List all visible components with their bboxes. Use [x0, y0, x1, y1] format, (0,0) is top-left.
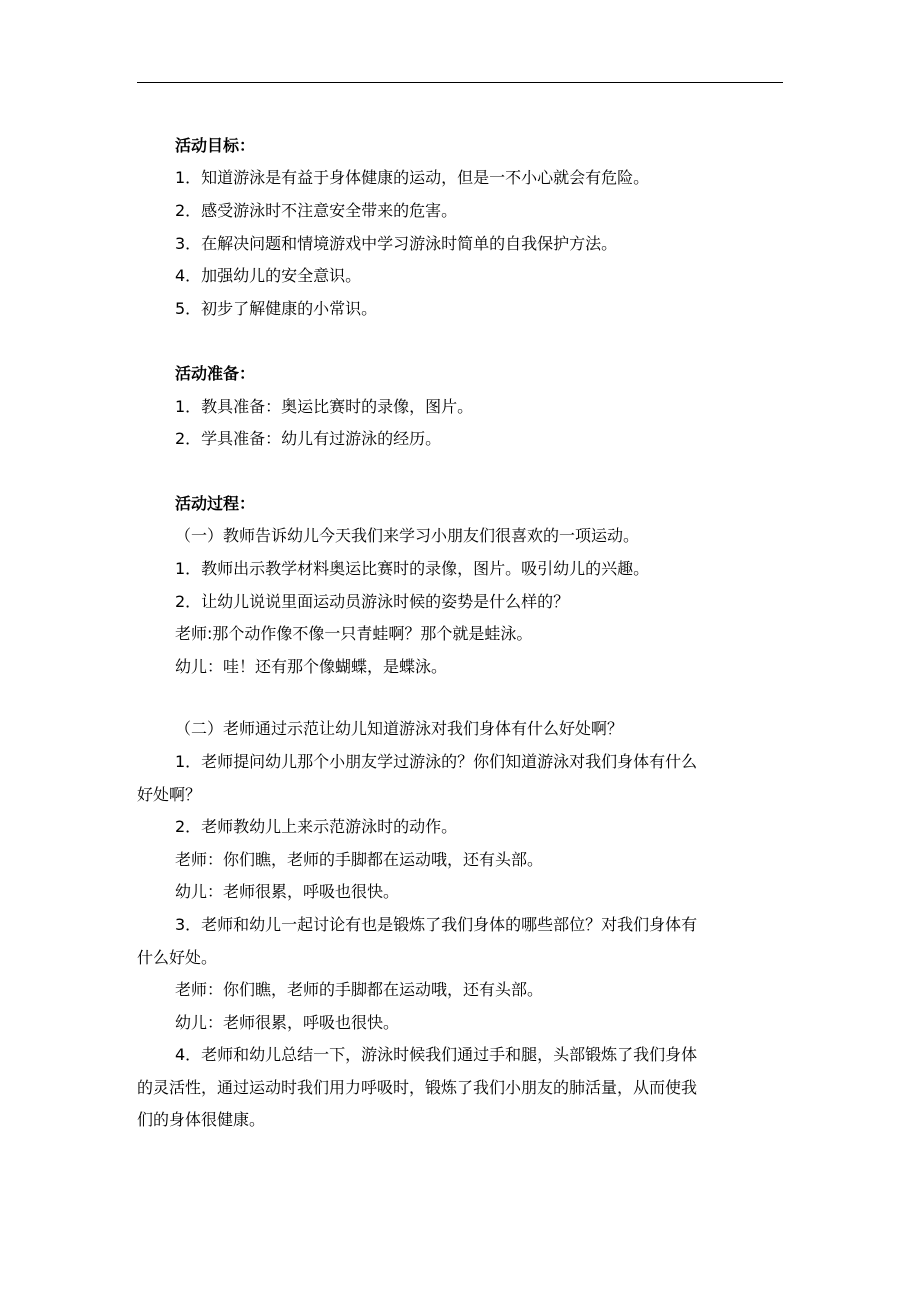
process-line: 老师：你们瞧，老师的手脚都在运动哦，还有头部。	[175, 850, 544, 869]
process-line: 2．让幼儿说说里面运动员游泳时候的姿势是什么样的？	[175, 592, 570, 611]
goal-item: 3．在解决问题和情境游戏中学习游泳时简单的自我保护方法。	[175, 234, 618, 253]
goal-item: 4．加强幼儿的安全意识。	[175, 266, 362, 285]
process-line: （二）老师通过示范让幼儿知道游泳对我们身体有什么好处啊？	[175, 719, 624, 738]
process-line: 们的身体很健康。	[137, 1110, 266, 1129]
process-line: 1．老师提问幼儿那个小朋友学过游泳的？你们知道游泳对我们身体有什么	[175, 752, 698, 771]
process-line: 老师:那个动作像不像一只青蛙啊？那个就是蛙泳。	[175, 624, 533, 643]
process-heading: 活动过程：	[175, 494, 256, 513]
process-line: 3．老师和幼儿一起讨论有也是锻炼了我们身体的哪些部位？对我们身体有	[175, 915, 698, 934]
process-line: 老师：你们瞧，老师的手脚都在运动哦，还有头部。	[175, 980, 544, 999]
prep-item: 2．学具准备：幼儿有过游泳的经历。	[175, 429, 442, 448]
prep-heading: 活动准备：	[175, 364, 256, 383]
goal-item: 5．初步了解健康的小常识。	[175, 299, 378, 318]
process-line: 什么好处。	[137, 948, 218, 967]
process-line: 好处啊？	[137, 785, 202, 804]
goal-item: 2．感受游泳时不注意安全带来的危害。	[175, 201, 458, 220]
process-line: 幼儿：老师很累，呼吸也很快。	[175, 1013, 400, 1032]
process-line: 2．老师教幼儿上来示范游泳时的动作。	[175, 817, 458, 836]
process-line: 1．教师出示教学材料奥运比赛时的录像，图片。吸引幼儿的兴趣。	[175, 559, 650, 578]
goal-item: 1．知道游泳是有益于身体健康的运动，但是一不小心就会有危险。	[175, 168, 650, 187]
process-line: 4．老师和幼儿总结一下，游泳时候我们通过手和腿，头部锻炼了我们身体	[175, 1045, 698, 1064]
goals-heading: 活动目标：	[175, 136, 256, 155]
process-line: 幼儿：哇！还有那个像蝴蝶，是蝶泳。	[175, 657, 448, 676]
process-line: （一）教师告诉幼儿今天我们来学习小朋友们很喜欢的一项运动。	[175, 526, 640, 545]
header-rule	[137, 82, 783, 83]
prep-item: 1．教具准备：奥运比赛时的录像，图片。	[175, 397, 474, 416]
process-line: 幼儿：老师很累，呼吸也很快。	[175, 882, 400, 901]
process-line: 的灵活性，通过运动时我们用力呼吸时，锻炼了我们小朋友的肺活量，从而使我	[137, 1078, 698, 1097]
